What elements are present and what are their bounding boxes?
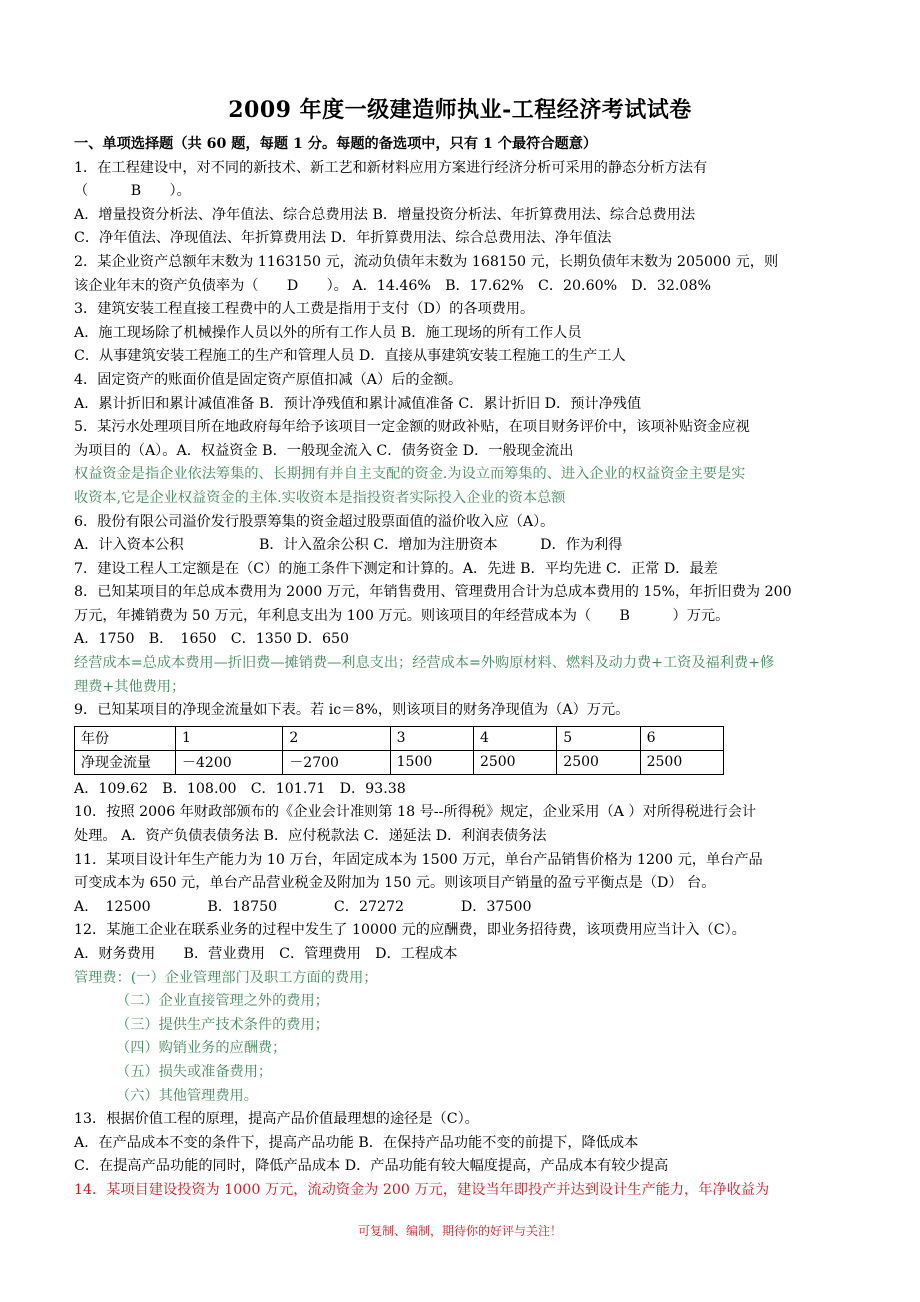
table-cell: 净现金流量 [75,750,176,774]
table-cell: －4200 [176,750,283,774]
text-line: 1．在工程建设中，对不同的新技术、新工艺和新材料应用方案进行经济分析可采用的静态分析方法有 [74,159,708,176]
text-line: A．增量投资分析法、净年值法、综合总费用法 B．增量投资分析法、年折算费用法、综合总费用法 [74,206,696,223]
table-cell: －2700 [283,750,390,774]
text-line: A．施工现场除了机械操作人员以外的所有工作人员 B．施工现场的所有工作人员 [74,324,582,341]
text-line: C．净年值法、净现值法、年折算费用法 D．年折算费用法、综合总费用法、净年值法 [74,230,612,247]
text-line: A．累计折旧和累计减值准备 B．预计净残值和累计减值准备 C．累计折旧 D．预计净残值 [74,395,642,412]
page-title: 2009 年度一级建造师执业-工程经济考试试卷 [228,97,692,123]
text-line: C．在提高产品功能的同时，降低产品成本 D．产品功能有较大幅度提高，产品成本有较少提高 [74,1158,669,1175]
text-line: 5．某污水处理项目所在地政府每年给予该项目一定金额的财政补贴，在项目财务评价中，该项补贴资金应视 [74,419,750,436]
exam-content [74,133,864,1203]
text-line: 处理。 A．资产负债表债务法 B．应付税款法 C．递延法 D．利润表债务法 [74,828,547,845]
text-line: A．计入资本公积 B．计入盈余公积 C．增加为注册资本 D．作为利得 [74,537,623,554]
question-block-1 [74,157,864,723]
text-line: 8．已知某项目的年总成本费用为 2000 万元，年销售费用、管理费用合计为总成本费用的 15%，年折旧费为 200 [74,584,792,601]
table-cell: 6 [640,726,723,750]
text-line: 10．按照 2006 年财政部颁布的《企业会计准则第 18 号--所得税》规定，企业采用（A ）对所得税进行会计 [74,804,757,821]
text-line: 9．已知某项目的净现金流量如下表。若 ic＝8%，则该项目的财务净现值为（A）万元。 [74,702,630,719]
text-line: （六）其他管理费用。 [116,1087,258,1104]
section-heading: 一、单项选择题（共 60 题，每题 1 分。每题的备选项中，只有 1 个最符合题意） [74,136,598,152]
text-line: 该企业年末的资产负债率为（ D ）。 A．14.46% B．17.62% C．20.60% D．32.08% [74,277,711,294]
question-block-2 [74,778,864,1203]
text-line: （三）提供生产技术条件的费用； [116,1016,329,1033]
text-line: 2．某企业资产总额年末数为 1163150 元，流动负债年末数为 168150 元，长期负债年末数为 205000 元，则 [74,253,779,270]
text-line: 可变成本为 650 元，单台产品营业税金及附加为 150 元。则该项目产销量的盈亏平衡点是（D） 台。 [74,875,716,892]
text-line: A． 12500 B．18750 C．27272 D．37500 [74,898,532,915]
text-line: C．从事建筑安装工程施工的生产和管理人员 D．直接从事建筑安装工程施工的生产工人 [74,348,626,365]
table-header-row [75,726,724,750]
page-footer: 可复制、编制，期待你的好评与关注！ [357,1224,562,1238]
text-line: 7．建设工程人工定额是在（C）的施工条件下测定和计算的。A．先进 B．平均先进 C．正常 D．最差 [74,560,718,577]
text-line: 理费+其他费用； [74,678,186,695]
text-line: 14．某项目建设投资为 1000 万元，流动资金为 200 万元，建设当年即投产并达到设计生产能力，年净收益为 [74,1181,770,1198]
table-cell: 1500 [390,750,473,774]
text-line: A．在产品成本不变的条件下，提高产品功能 B．在保持产品功能不变的前提下，降低成本 [74,1134,639,1151]
text-line: 万元，年摊销费为 50 万元，年利息支出为 100 万元。则该项目的年经营成本为（ B ）万元。 [74,607,730,624]
table-row [75,750,724,774]
text-line: A．1750 B． 1650 C．1350 D．650 [74,631,350,648]
text-line: 权益资金是指企业依法筹集的、长期拥有并自主支配的资金.为设立而筹集的、进入企业的权益资金主要是实 [74,466,746,483]
text-line: （ B ）。 [74,183,191,200]
text-line: A．109.62 B．108.00 C．101.71 D．93.38 [74,780,406,797]
text-line: 收资本,它是企业权益资金的主体.实收资本是指投资者实际投入企业的资本总额 [74,489,566,506]
text-line: A．财务费用 B．营业费用 C．管理费用 D．工程成本 [74,946,458,962]
text-line: 经营成本=总成本费用—折旧费—摊销费—利息支出；经营成本=外购原材料、燃料及动力费+工资及福利费+修 [74,655,775,672]
table-cell: 年份 [75,726,176,750]
table-cell: 4 [473,726,556,750]
table-cell: 2 [283,726,390,750]
table-cell: 2500 [473,750,556,774]
text-line: （四）购销业务的应酬费； [116,1040,287,1057]
table-cell: 1 [176,726,283,750]
text-line: （五）损失或准备费用； [116,1063,273,1080]
table-cell: 3 [390,726,473,750]
text-line: 4．固定资产的账面价值是固定资产原值扣减（A）后的金额。 [74,371,463,388]
table-cell: 2500 [640,750,723,774]
text-line: 11．某项目设计年生产能力为 10 万台，年固定成本为 1500 万元，单台产品销售价格为 1200 元，单台产品 [74,851,763,868]
text-line: 13．根据价值工程的原理，提高产品价值最理想的途径是（C）。 [74,1111,479,1128]
cash-flow-table [74,726,724,775]
text-line: 为项目的（A）。A．权益资金 B．一般现金流入 C．债务资金 D．一般现金流出 [74,442,574,459]
table-cell: 5 [557,726,640,750]
table-cell: 2500 [557,750,640,774]
text-line: 12．某施工企业在联系业务的过程中发生了 10000 元的应酬费，即业务招待费，该项费用应当计入（C）。 [74,922,746,939]
text-line: 3．建筑安装工程直接工程费中的人工费是指用于支付（D）的各项费用。 [74,301,535,318]
text-line: 6．股份有限公司溢价发行股票筹集的资金超过股票面值的溢价收入应（A）。 [74,513,555,530]
text-line: （二）企业直接管理之外的费用； [116,993,329,1010]
text-line: 管理费：(一）企业管理部门及职工方面的费用； [74,969,378,986]
